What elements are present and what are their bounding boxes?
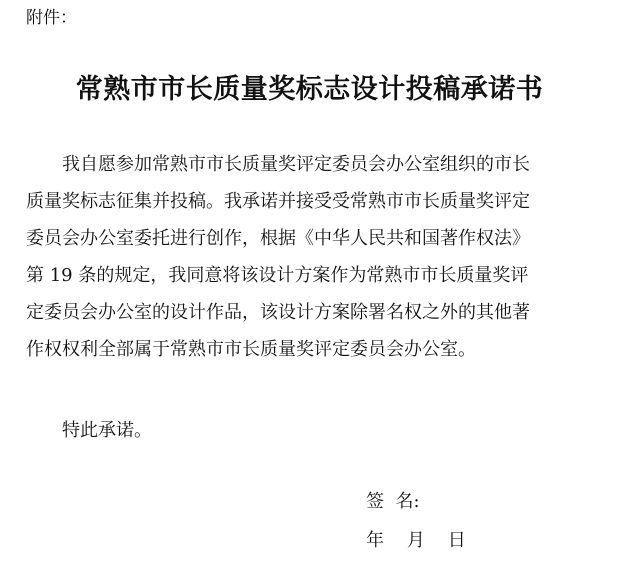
body-line: 作权权利全部属于常熟市市长质量奖评定委员会办公室。: [26, 339, 476, 360]
body-line: 定委员会办公室的设计作品，该设计方案除署名权之外的其他著: [26, 302, 530, 323]
body-line: 质量奖标志征集并投稿。我承诺并接受受常熟市市长质量奖评定: [26, 191, 530, 212]
body-line: 第 19 条的规定，我同意将该设计方案作为常熟市市长质量奖评: [26, 265, 529, 286]
document-title: 常熟市市长质量奖标志设计投稿承诺书: [75, 74, 544, 105]
attachment-label: 附件：: [26, 8, 77, 28]
body-line: 委员会办公室委托进行创作，根据《中华人民共和国著作权法》: [26, 228, 530, 249]
date-line: 年 月 日: [366, 530, 466, 551]
closing-statement: 特此承诺。: [62, 420, 152, 441]
body-line: 我自愿参加常熟市市长质量奖评定委员会办公室组织的市长: [62, 154, 530, 175]
signature-label: 签 名:: [366, 491, 420, 512]
